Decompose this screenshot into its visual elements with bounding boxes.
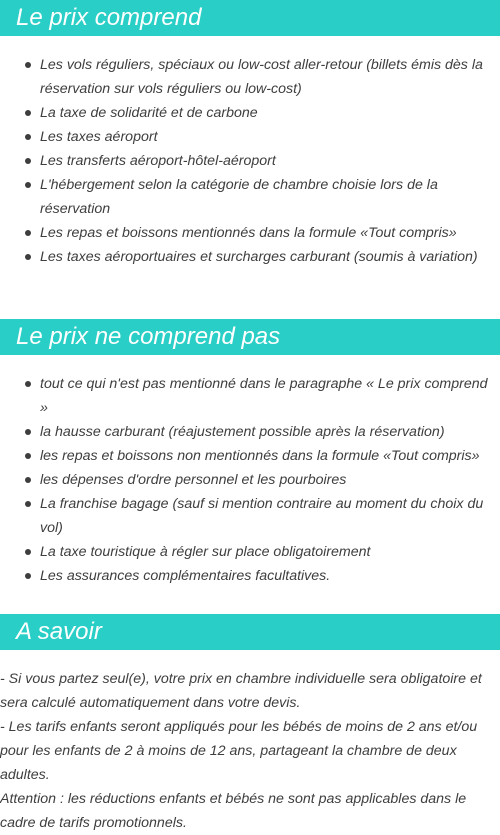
list-item: tout ce qui n'est pas mentionné dans le paragraphe « Le prix comprend » (40, 372, 500, 420)
info-paragraph: - Les tarifs enfants seront appliqués pour les bébés de moins de 2 ans et/ou pour les enfants de 2 à moins de 12 ans, partageant la chambre de deux adultes. (0, 719, 478, 783)
list-item: Les transferts aéroport-hôtel-aéroport (40, 149, 500, 173)
list-item: la hausse carburant (réajustement possible après la réservation) (40, 420, 500, 444)
included-list (0, 53, 500, 269)
list-item: Les vols réguliers, spéciaux ou low-cost aller-retour (billets émis dès la réservation sur vols réguliers ou low-cost) (40, 53, 500, 101)
list-item: La taxe touristique à régler sur place obligatoirement (40, 540, 500, 564)
list-item: Les assurances complémentaires facultatives. (40, 564, 500, 588)
excluded-list (0, 372, 500, 588)
list-item: Les taxes aéroportuaires et surcharges carburant (soumis à variation) (40, 245, 500, 269)
list-item: Les taxes aéroport (40, 125, 500, 149)
section-title-excluded: Le prix ne comprend pas (0, 319, 500, 355)
section-title-info: A savoir (0, 614, 500, 650)
info-paragraph: Attention : les réductions enfants et bébés ne sont pas applicables dans le cadre de tarifs promotionnels. (0, 791, 467, 831)
list-item: L'hébergement selon la catégorie de chambre choisie lors de la réservation (40, 173, 500, 221)
list-item: les dépenses d'ordre personnel et les pourboires (40, 468, 500, 492)
list-item: les repas et boissons non mentionnés dans la formule «Tout compris» (40, 444, 500, 468)
info-paragraph: - Si vous partez seul(e), votre prix en chambre individuelle sera obligatoire et sera calculé automatiquement dans votre devis. (0, 671, 482, 711)
list-item: La franchise bagage (sauf si mention contraire au moment du choix du vol) (40, 492, 500, 540)
info-text (0, 667, 500, 835)
section-title-included: Le prix comprend (0, 0, 500, 36)
list-item: Les repas et boissons mentionnés dans la formule «Tout compris» (40, 221, 500, 245)
list-item: La taxe de solidarité et de carbone (40, 101, 500, 125)
